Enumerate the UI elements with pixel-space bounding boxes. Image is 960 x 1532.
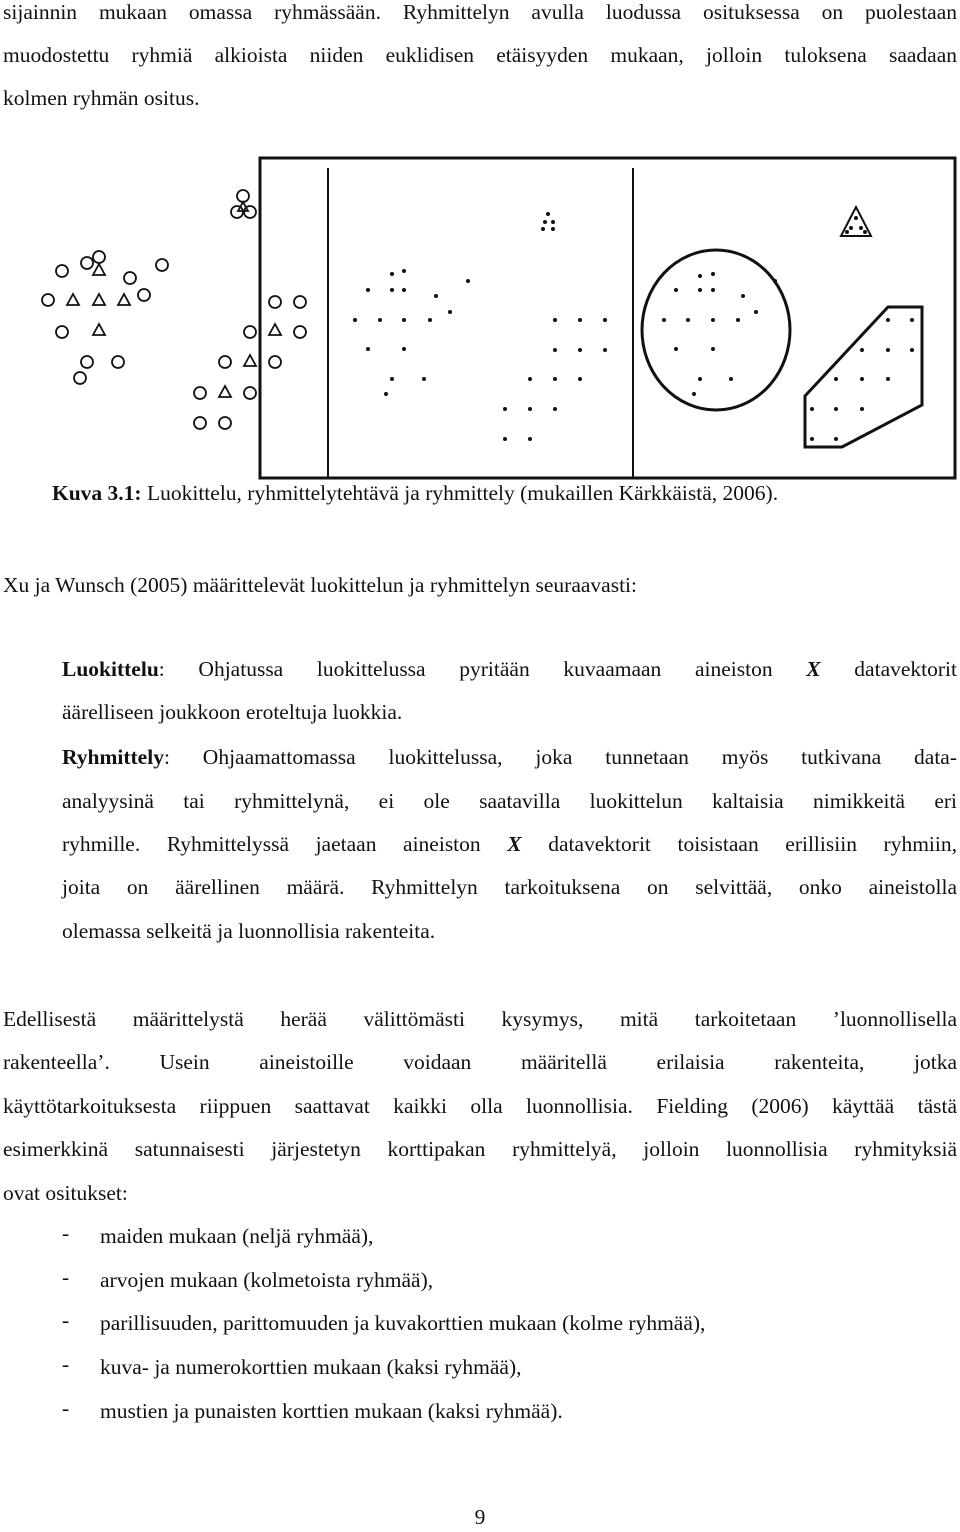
definition-text: datavektorit toisistaan erillisiin ryhmiin, (521, 832, 957, 856)
page-number: 9 (474, 1505, 486, 1529)
list-marker: - (62, 1221, 70, 1245)
definition-line (62, 829, 957, 859)
lead-sentence: Xu ja Wunsch (2005) määrittelevät luokittelun ja ryhmittelyn seuraavasti: (3, 573, 638, 597)
definition-clustering (62, 742, 957, 772)
paragraph-line: käyttötarkoituksesta riippuen saattavat kaikki olla luonnollisia. Fielding (2006) käyttää tästä (3, 1094, 957, 1118)
term-classification: Luokittelu (62, 657, 159, 681)
classification-clustering-figure (0, 150, 960, 485)
caption-text: Luokittelu, ryhmittelytehtävä ja ryhmittely (mukaillen Kärkkäistä, 2006). (141, 481, 779, 505)
list-marker: - (62, 1308, 70, 1332)
figure-caption (52, 478, 952, 508)
list-item: mustien ja punaisten korttien mukaan (kaksi ryhmää). (100, 1399, 563, 1423)
definition-text: datavektorit (820, 657, 957, 681)
intro-line: kolmen ryhmän ositus. (3, 86, 200, 110)
list-marker: - (62, 1396, 70, 1420)
definition-text: : Ohjatussa luokittelussa pyritään kuvaamaan aineiston (158, 657, 807, 681)
paragraph-line: Edellisestä määrittelystä herää välittömästi kysymys, mitä tarkoitetaan ’luonnollisella (3, 1007, 957, 1031)
variable-x: X (806, 657, 821, 681)
definition-line: äärelliseen joukkoon eroteltuja luokkia. (62, 700, 403, 724)
definition-classification (62, 654, 957, 684)
intro-line: muodostettu ryhmiä alkioista niiden euklidisen etäisyyden mukaan, jolloin tuloksena saadaan (3, 43, 957, 67)
paragraph-line: esimerkkinä satunnaisesti järjestetyn korttipakan ryhmittelyä, jolloin luonnollisia ryhmityksiä (3, 1137, 957, 1161)
definition-text: ryhmille. Ryhmittelyssä jaetaan aineiston (62, 832, 508, 856)
list-marker: - (62, 1352, 70, 1376)
definition-text: : Ohjaamattomassa luokittelussa, joka tunnetaan myös tutkivana data- (163, 745, 957, 769)
paragraph-line: rakenteella’. Usein aineistoille voidaan määritellä erilaisia rakenteita, jotka (3, 1050, 957, 1074)
list-marker: - (62, 1265, 70, 1289)
definition-line: analyysinä tai ryhmittelynä, ei ole saatavilla luokittelun kaltaisia nimikkeitä eri (62, 789, 957, 813)
term-clustering: Ryhmittely (62, 745, 164, 769)
intro-line: sijainnin mukaan omassa ryhmässään. Ryhmittelyn avulla luodussa osituksessa on puolestaan (3, 0, 957, 24)
caption-label: Kuva 3.1: (52, 481, 142, 505)
figure-frame (260, 158, 955, 478)
list-item: kuva- ja numerokorttien mukaan (kaksi ryhmää), (100, 1355, 522, 1379)
variable-x: X (507, 832, 522, 856)
paragraph-line: ovat ositukset: (3, 1181, 128, 1205)
list-item: parillisuuden, parittomuuden ja kuvakorttien mukaan (kolme ryhmää), (100, 1311, 706, 1335)
panel-clustering-result (642, 207, 922, 447)
definition-line: joita on äärellinen määrä. Ryhmittelyn tarkoituksena on selvittää, onko aineistolla (62, 875, 957, 899)
panel-clustering-task (353, 212, 607, 441)
definition-line: olemassa selkeitä ja luonnollisia rakenteita. (62, 919, 436, 943)
list-item: arvojen mukaan (kolmetoista ryhmää), (100, 1268, 434, 1292)
list-item: maiden mukaan (neljä ryhmää), (100, 1224, 374, 1248)
panel-classification (42, 190, 306, 429)
